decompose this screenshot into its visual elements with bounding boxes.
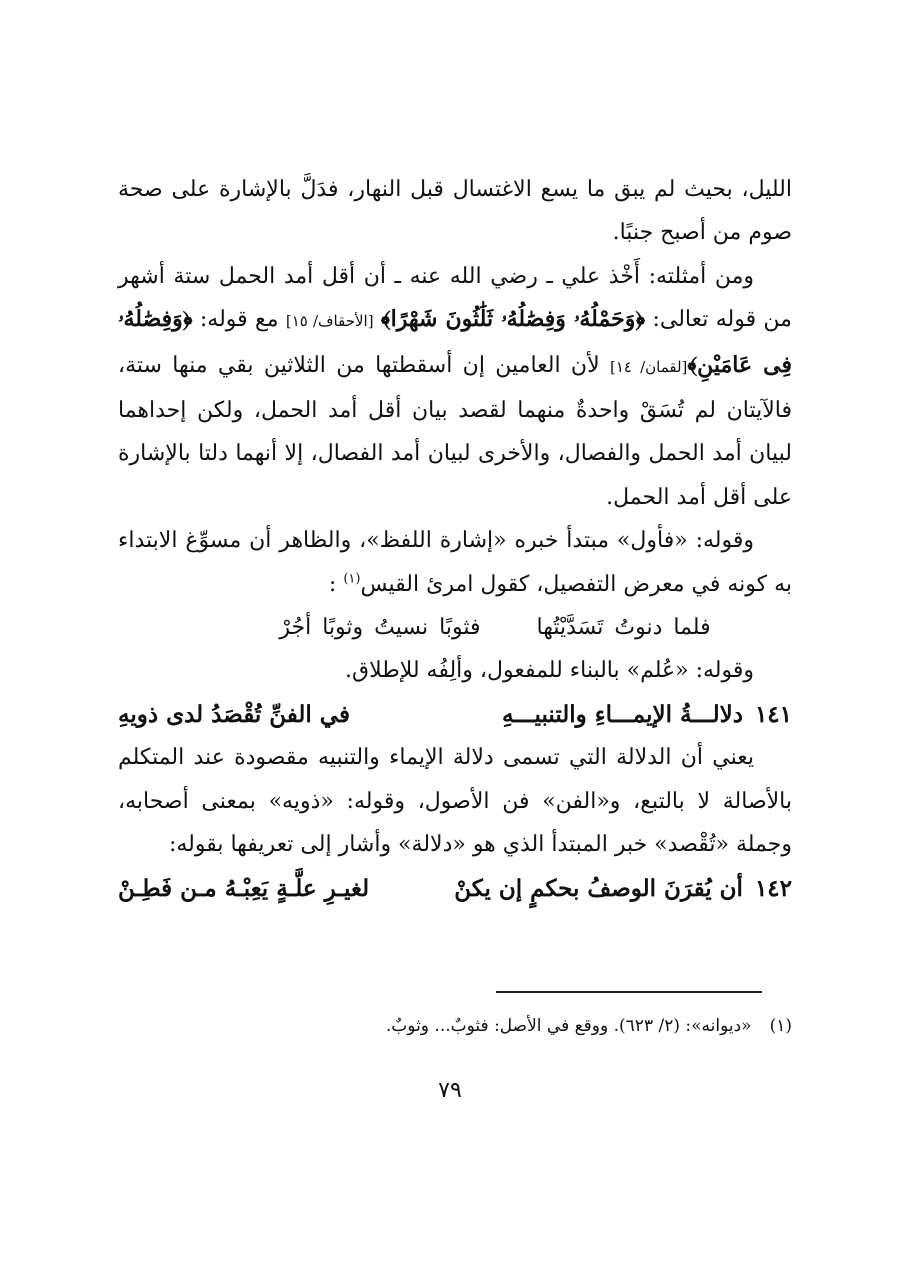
verse-second-hemistich: فثوبًا نسيتُ وثوبًا أجُرْ xyxy=(279,615,481,641)
paragraph-2-explanation: لأن العامين إن أسقطتها من الثلاثين بقي منها ستة، فالآيتان لم تُسَقْ واحدةٌ منهما لقصد بيان أقل أمد الحمل، ولكن إحداهما لبيان أمد الحمل والفصال، والأخرى لبيان أمد الفصال، إلا أنهما دلتا بالإشارة على أقل أمد الحمل. xyxy=(118,352,792,510)
verse-141-second-hemistich: في الفنِّ تُقْصَدُ لدى ذويهِ xyxy=(118,700,350,728)
verse-first-hemistich: فلما دنوتُ تَسَدَّيْتُها xyxy=(536,615,711,641)
verse-142-first-hemistich: أن يُقرَنَ الوصفُ بحكمٍ إن يكنْ xyxy=(454,874,743,902)
verse-141-line xyxy=(118,693,743,736)
paragraph-1: الليل، بحيث لم يبق ما يسع الاغتسال قبل النهار، فدَلَّ بالإشارة على صحة صوم من أصبح جنبًا. xyxy=(118,177,792,246)
paragraph-2-connector: مع قوله: xyxy=(199,307,279,333)
verse-heading-141 xyxy=(118,693,792,736)
paragraph-4: وقوله: «عُلم» بالبناء للمفعول، وألِفُه للإطلاق. xyxy=(345,658,754,684)
footnote-separator xyxy=(496,991,762,993)
footnote-text: «ديوانه»: (٢/ ٦٢٣). ووقع في الأصل: فثوبٌ... وثوبٌ. xyxy=(385,1016,752,1036)
footnote xyxy=(118,1012,792,1040)
quran-verse-luqman: ﴿وَفِصَٰلُهُۥ فِى عَامَيْنِ﴾ xyxy=(118,306,792,378)
poetry-verse xyxy=(118,606,792,649)
page-number: ٧٩ xyxy=(438,1078,462,1103)
paragraph-3-colon: : xyxy=(328,571,337,597)
verse-heading-142 xyxy=(118,867,792,910)
paragraph-3-text: وقوله: «فأول» مبتدأ خبره «إشارة اللفظ»، والظاهر أن مسوِّغ الابتداء به كونه في معرض التفصيل، كقول امرئ القيس xyxy=(118,528,792,597)
footnote-marker[interactable]: (١) xyxy=(343,571,361,587)
footnote-number: (١) xyxy=(769,1016,792,1036)
verse-number-142: ١٤٢ xyxy=(754,874,792,902)
verse-number-141: ١٤١ xyxy=(754,700,792,728)
verse-142-line xyxy=(118,867,743,910)
paragraph-3 xyxy=(118,519,792,606)
paragraph-2 xyxy=(118,255,792,519)
paragraph-5: يعني أن الدلالة التي تسمى دلالة الإيماء والتنبيه مقصودة عند المتكلم بالأصالة لا بالتبع، و«الفن» فن الأصول، وقوله: «ذويه» بمعنى أصحابه، وجملة «تُقْصد» خبر المبتدأ الذي هو «دلالة» وأشار إلى تعريفها بقوله: xyxy=(118,745,792,858)
quran-ref-luqman: [لقمان/ ١٤] xyxy=(609,357,688,376)
verse-141-first-hemistich: دلالـــةُ الإيمـــاءِ والتنبيـــهِ xyxy=(501,700,743,728)
quran-ref-ahqaf: [الأحقاف/ ١٥] xyxy=(285,312,374,331)
paragraph-2-intro: ومن أمثلته: أَخْذ علي ـ رضي الله عنه ـ أن أقل أمد الحمل ستة أشهر من قوله تعالى: xyxy=(118,263,792,333)
verse-142-second-hemistich: لغيـرِ علَّـةٍ يَعِبْـهُ مـن فَطِـنْ xyxy=(118,874,370,902)
main-text xyxy=(118,168,792,910)
quran-verse-ahqaf: ﴿وَحَمْلُهُۥ وَفِصَٰلُهُۥ ثَلَٰثُونَ شَهْرًا﴾ xyxy=(380,306,646,333)
